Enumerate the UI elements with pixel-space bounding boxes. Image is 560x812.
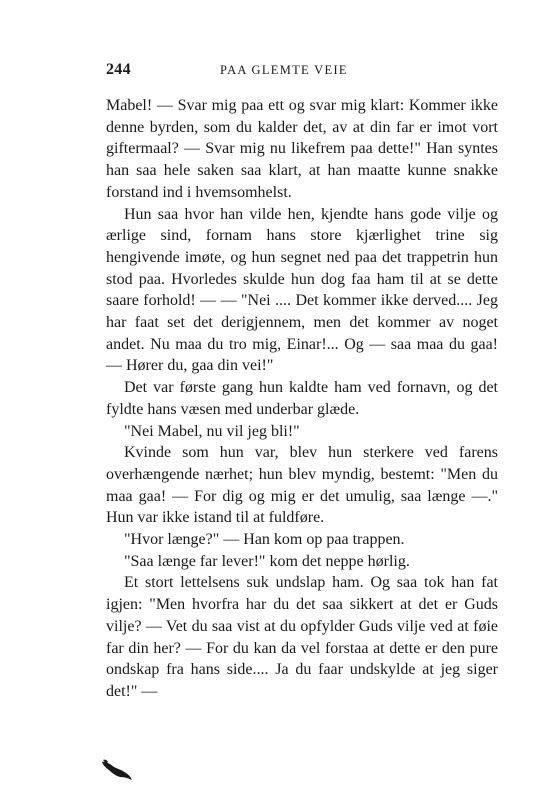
body-text [106, 95, 498, 703]
paragraph: Mabel! — Svar mig paa ett og svar mig klart: Kommer ikke denne byrden, som du kalder det, av at din far er imot vort giftermaal? — Svar mig nu likefrem paa dette!" Han syntes han saa hele saken saa klart, at han maatte kunne snakke forstand ind i hvemsomhelst. [106, 97, 498, 201]
paragraph: Hun saa hvor han vilde hen, kjendte hans gode vilje og ærlige sind, fornam hans store kjærlighet trine sig hengivende imøte, og hun segnet ned paa det trappetrin hun stod paa. Hvorledes skulde hun dog faa ham til at se dette saare forhold! — — "Nei .... Det kommer ikke derved.... Jeg har faat set det derigjennem, men det kommer av noget andet. Nu maa du tro mig, Einar!... Og — saa maa du gaa! — Hører du, gaa din vei!" [106, 205, 498, 375]
paragraph: "Saa længe far lever!" kom det neppe hørlig. [124, 552, 410, 570]
running-title: PAA GLEMTE VEIE [220, 63, 348, 77]
hand-pointer-ornament-icon [100, 758, 134, 782]
page-header [106, 61, 498, 83]
page-number: 244 [106, 61, 131, 78]
paragraph: Et stort lettelsens suk undslap ham. Og saa tok han fat igjen: "Men hvorfra har du det saa sikkert at det er Guds vilje? — Vet du saa vist at du opfylder Guds vilje ved at føie far din her? — For du kan da vel forstaa at dette er den pure ondskap fra hans side.... Ja du faar undskylde at jeg siger det!" — [106, 574, 498, 700]
paragraph: "Hvor længe?" — Han kom op paa trappen. [124, 531, 405, 549]
paragraph: Det var første gang hun kaldte ham ved fornavn, og det fyldte hans væsen med underbar glæde. [106, 379, 498, 418]
paragraph: Kvinde som hun var, blev hun sterkere ved farens overhængende nærhet; hun blev myndig, bestemt: "Men du maa gaa! — For dig og mig er det umulig, saa længe —." Hun var ikke istand til at fuldføre. [106, 444, 498, 527]
paragraph: "Nei Mabel, nu vil jeg bli!" [124, 422, 300, 440]
